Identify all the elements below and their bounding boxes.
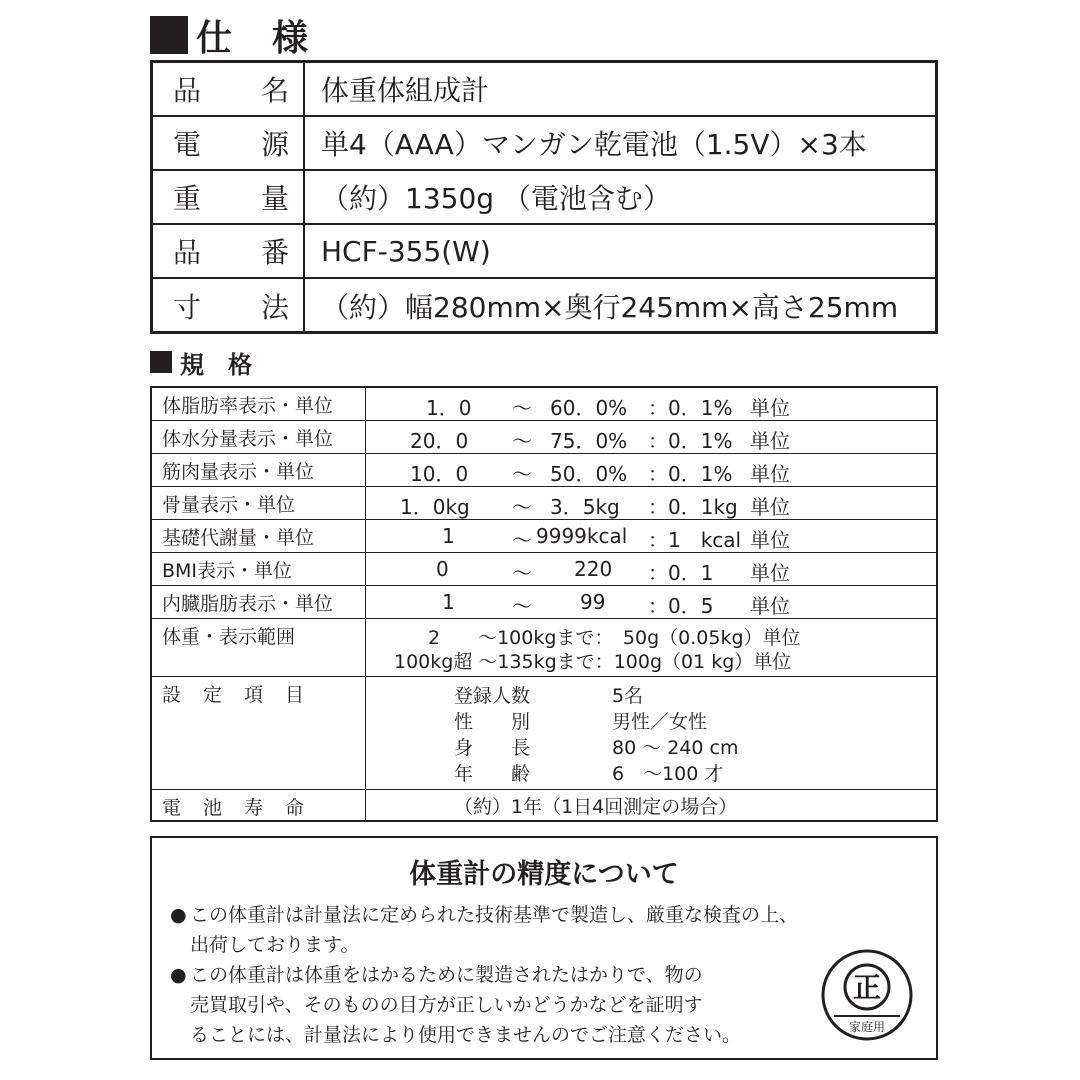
range-tilde: ～ xyxy=(512,396,532,420)
spec-value: （約）1350g （電池含む） xyxy=(321,182,671,215)
rating-table xyxy=(150,386,938,822)
spec-row-weight xyxy=(153,171,935,225)
rating-label: 筋肉量表示・単位 xyxy=(152,454,366,486)
range-from: 1 xyxy=(442,590,455,614)
rating-label: 設定項目 xyxy=(152,677,366,789)
range-from: 1．0 xyxy=(426,396,472,420)
bullet-icon: ● xyxy=(170,964,187,986)
spec-heading-text: 仕 様 xyxy=(196,17,311,59)
spec-row-model-number xyxy=(153,225,935,279)
rating-row-muscle xyxy=(152,454,936,487)
spec-label: 寸 法 xyxy=(153,279,305,333)
notice-line: ることには、計量法により使用できませんのでご注意ください。 xyxy=(190,1024,742,1046)
notice-line: 出荷しております。 xyxy=(190,934,360,956)
rating-heading xyxy=(150,344,252,380)
setting-name: 登録人数 xyxy=(454,685,531,707)
bullet-icon: ● xyxy=(170,904,187,926)
spec-label: 品 名 xyxy=(153,63,305,115)
resolution: ：0．1% xyxy=(648,429,733,453)
notice-title: 体重計の精度について xyxy=(409,859,679,890)
setting-value: 男性／女性 xyxy=(612,711,708,733)
range-to: 99 xyxy=(580,590,606,614)
spec-label: 電 源 xyxy=(153,117,305,169)
resolution: ：0．5 xyxy=(648,594,714,618)
seal-caption: 家庭用 xyxy=(848,1020,886,1034)
rating-heading-text: 規 格 xyxy=(180,350,252,379)
unit-label: 単位 xyxy=(750,561,790,585)
spec-row-product-name xyxy=(153,63,935,117)
rating-row-settings xyxy=(152,677,936,790)
spec-value: （約）幅280mm×奥行245mm×高さ25mm xyxy=(321,291,899,324)
unit-label: 単位 xyxy=(750,396,790,420)
setting-name: 身 長 xyxy=(454,737,531,759)
range-to: 60．0% xyxy=(550,396,628,420)
rating-row-body-fat xyxy=(152,388,936,421)
range-to: 9999kcal xyxy=(536,524,628,548)
rating-label: 体水分量表示・単位 xyxy=(152,421,366,453)
rating-label: 電池寿命 xyxy=(152,790,366,820)
range-tilde: ～ xyxy=(512,495,532,519)
range-tilde: ～ xyxy=(512,561,532,585)
rating-label: 体脂肪率表示・単位 xyxy=(152,388,366,420)
unit-label: 単位 xyxy=(750,594,790,618)
spec-table xyxy=(150,60,938,334)
setting-value: 6 ～100 才 xyxy=(612,763,724,785)
range-from: 10．0 xyxy=(410,462,469,486)
spec-row-power xyxy=(153,117,935,171)
range-to: 75．0% xyxy=(550,429,628,453)
range-to: 50．0% xyxy=(550,462,628,486)
notice-line: 売買取引や、そのものの目方が正しいかどうかなどを証明す xyxy=(190,994,703,1016)
square-bullet-icon xyxy=(150,351,172,373)
range-from: 1．0kg xyxy=(400,495,470,519)
unit-label: 単位 xyxy=(750,528,790,552)
range-to: 3．5kg xyxy=(550,495,620,519)
range-from: 1 xyxy=(442,524,455,548)
range-from: 0 xyxy=(436,557,449,581)
spec-value: HCF-355(W) xyxy=(321,234,491,268)
notice-paragraph-1 xyxy=(170,900,930,960)
rating-label: 体重・表示範囲 xyxy=(152,619,366,676)
resolution: ：0．1kg xyxy=(648,495,738,519)
spec-heading xyxy=(150,10,310,60)
spec-row-dimensions xyxy=(153,279,935,333)
rating-row-weight-range xyxy=(152,619,936,677)
spec-value: 単4（AAA）マンガン乾電池（1.5V）×3本 xyxy=(321,128,867,161)
rating-row-battery-life xyxy=(152,790,936,820)
resolution: ：0．1% xyxy=(648,396,733,420)
rating-label: BMI表示・単位 xyxy=(152,553,366,585)
spec-label: 品 番 xyxy=(153,225,305,277)
notice-line: この体重計は体重をはかるために製造されたはかりで、物の xyxy=(190,964,703,986)
notice-paragraph-2 xyxy=(170,960,810,1052)
range-tilde: ～ xyxy=(512,594,532,618)
range-to: 220 xyxy=(574,557,613,581)
range-tilde: ～ xyxy=(512,429,532,453)
rating-row-bone xyxy=(152,487,936,520)
range-from: 20．0 xyxy=(410,429,469,453)
unit-label: 単位 xyxy=(750,495,790,519)
resolution: ：0．1 xyxy=(648,561,714,585)
setting-name: 性 別 xyxy=(454,711,531,733)
seal-mark: 正 xyxy=(852,971,882,1004)
resolution: ：1 kcal xyxy=(648,528,742,552)
rating-row-body-water xyxy=(152,421,936,454)
unit-label: 単位 xyxy=(750,429,790,453)
spec-value: 体重体組成計 xyxy=(321,74,490,107)
setting-name: 年 齢 xyxy=(454,763,531,785)
range-tilde: ～ xyxy=(512,528,532,552)
rating-label: 内臓脂肪表示・単位 xyxy=(152,586,366,618)
weight-range-line-2: 100kg超 ～135kgまで：100g（01 kg）単位 xyxy=(394,651,792,673)
rating-label: 骨量表示・単位 xyxy=(152,487,366,519)
weight-range-line-1: 2 ～100kgまで： 50g（0.05kg）単位 xyxy=(428,627,801,649)
square-bullet-icon xyxy=(150,16,188,54)
notice-line: この体重計は計量法に定められた技術基準で製造し、厳重な検査の上、 xyxy=(190,904,799,926)
rating-row-bmi xyxy=(152,553,936,586)
rating-row-visceral-fat xyxy=(152,586,936,619)
verification-seal-icon xyxy=(820,948,914,1042)
range-tilde: ～ xyxy=(512,462,532,486)
setting-value: 80 ～ 240 cm xyxy=(612,737,739,759)
rating-row-basal-metabolism xyxy=(152,520,936,553)
rating-label: 基礎代謝量・単位 xyxy=(152,520,366,552)
resolution: ：0．1% xyxy=(648,462,733,486)
spec-label: 重 量 xyxy=(153,171,305,223)
unit-label: 単位 xyxy=(750,462,790,486)
setting-value: 5名 xyxy=(612,685,644,707)
battery-life-value: （約）1年（1日4回測定の場合） xyxy=(454,796,738,818)
